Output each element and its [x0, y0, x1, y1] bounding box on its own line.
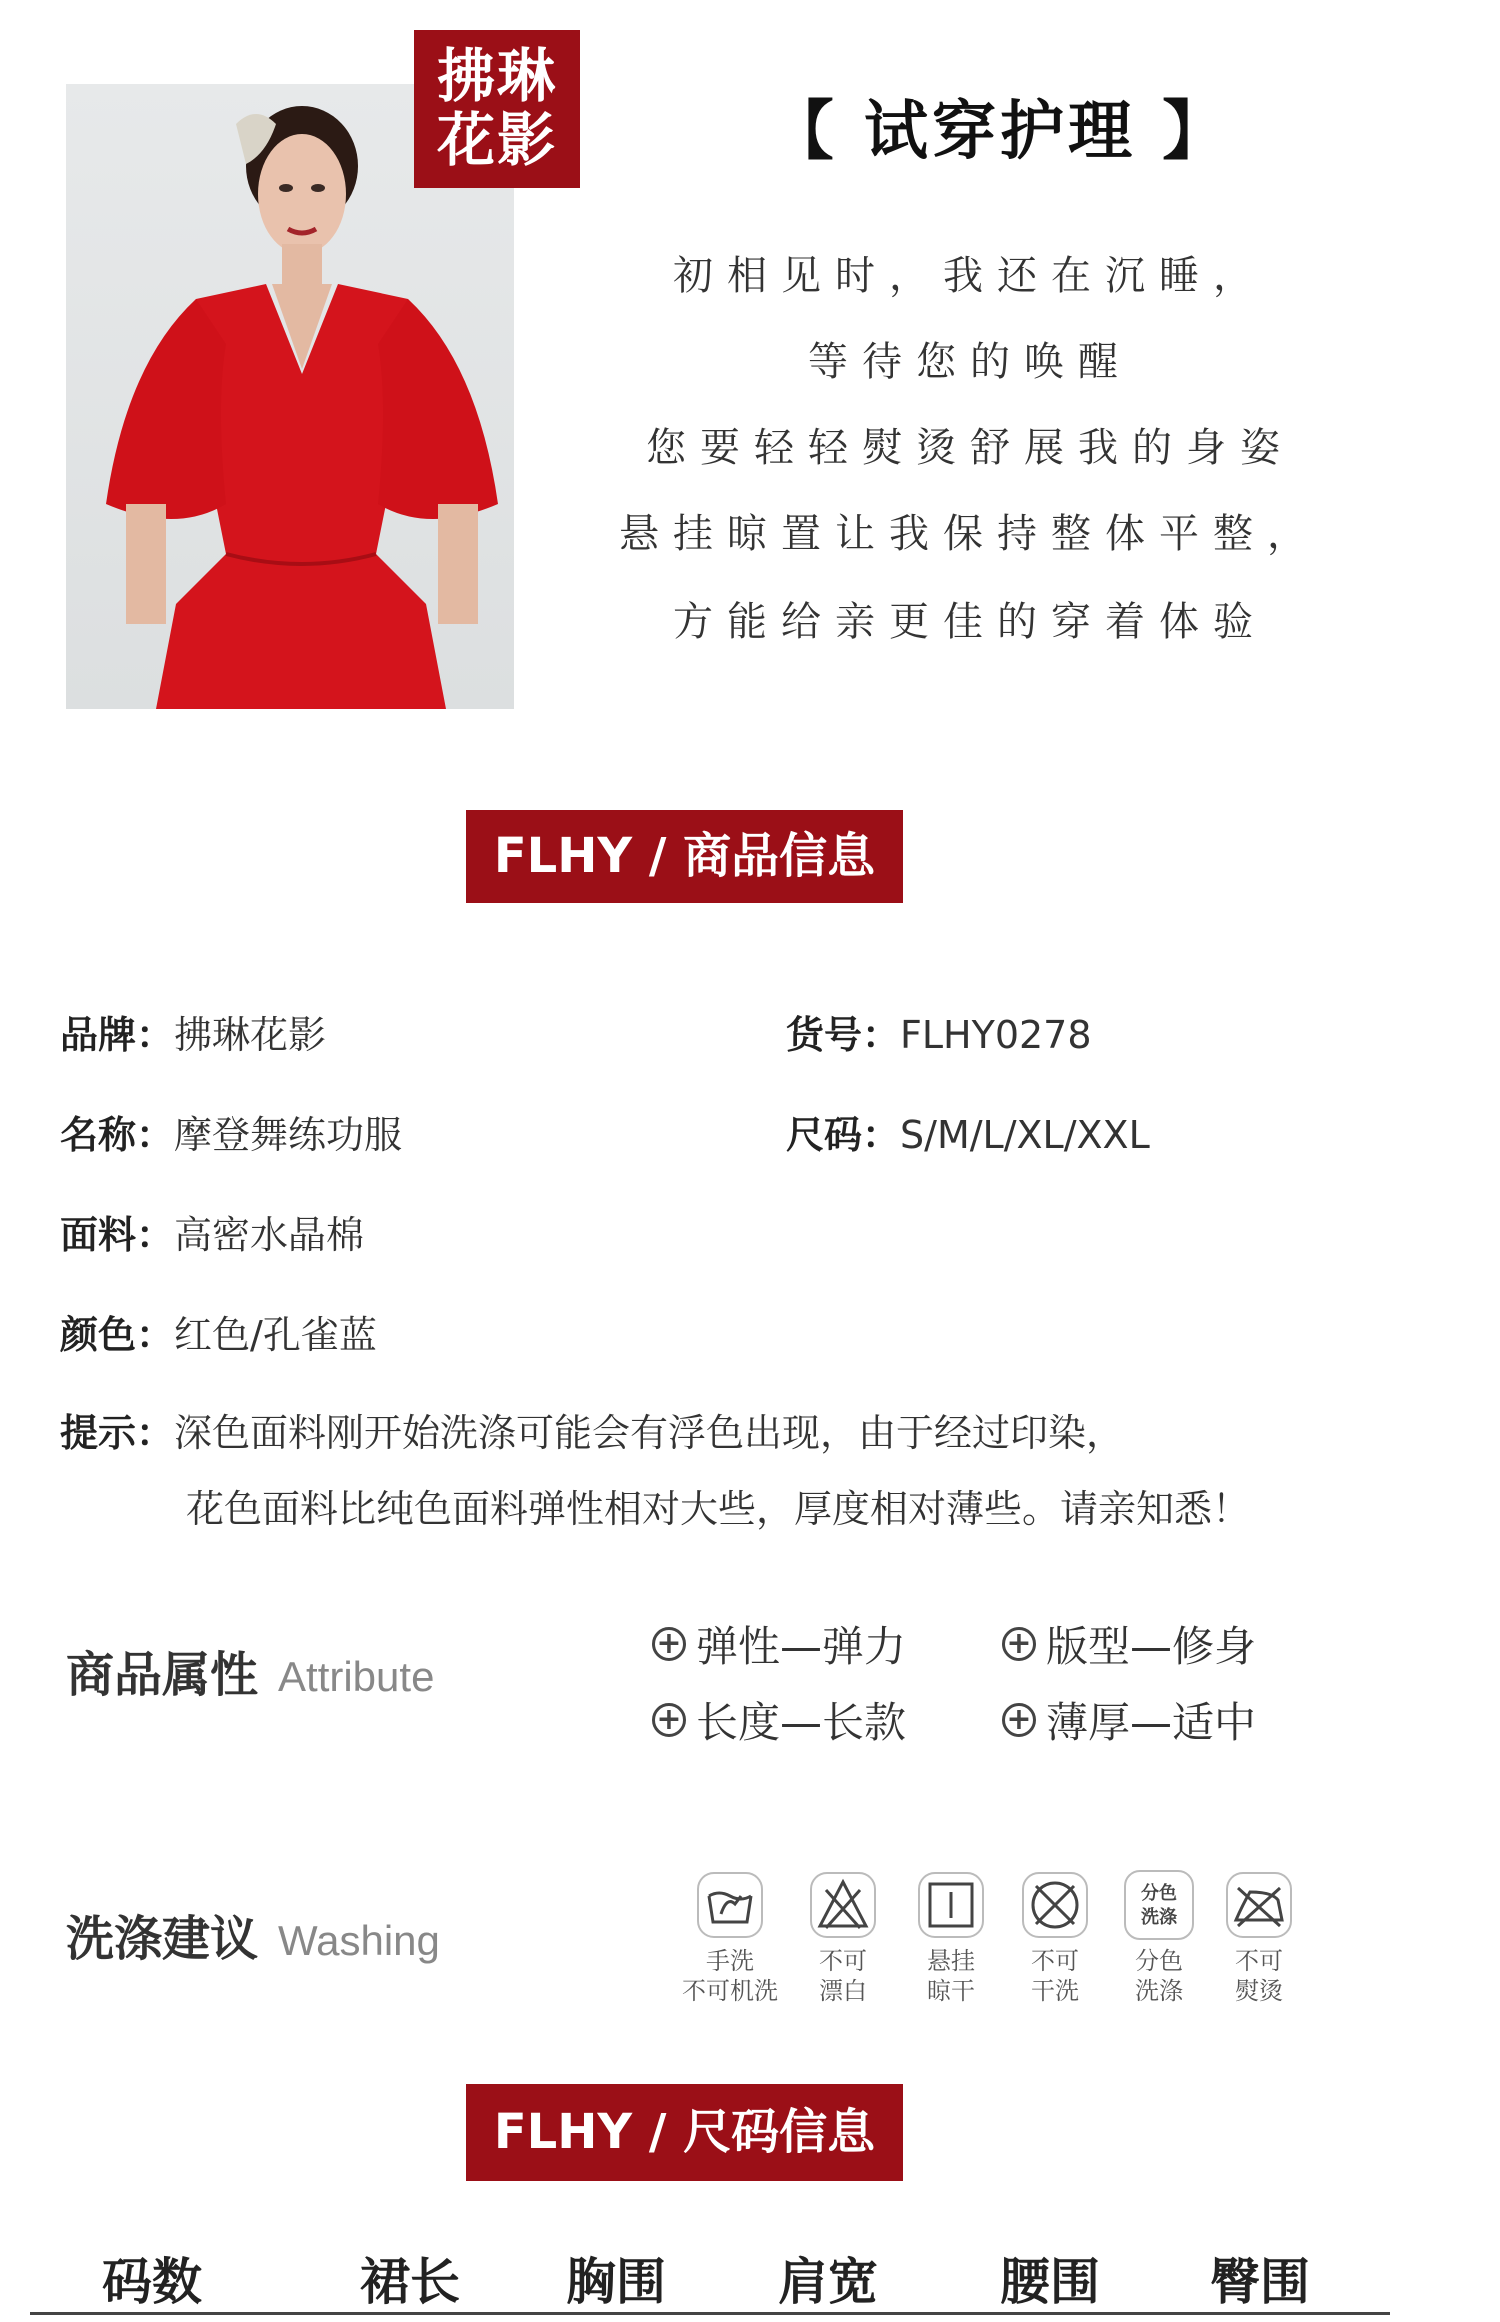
info-fabric — [60, 1204, 364, 1259]
info-tip-line-2: 花色面料比纯色面料弹性相对大些，厚度相对薄些。请亲知悉！ — [186, 1487, 1251, 1531]
info-color-value: 红色/孔雀蓝 — [174, 1313, 377, 1357]
info-color-label: 颜色： — [60, 1313, 175, 1357]
brand-logo-text: 拂琳花影 — [437, 42, 558, 174]
attributes-title-en: Attribute — [278, 1653, 435, 1700]
wash-line-1: 不可 — [1031, 1947, 1079, 1975]
info-size — [786, 1104, 1150, 1159]
attribute-label: 版型—修身 — [1046, 1622, 1257, 1671]
care-line-2: 等待您的唤醒 — [808, 339, 1132, 385]
size-col-header: 裙长 — [360, 2253, 460, 2311]
plus-circle-icon: + — [1002, 1703, 1036, 1737]
info-tip — [60, 1402, 1124, 1457]
info-color — [60, 1304, 377, 1359]
hand-wash-icon — [695, 1870, 765, 1940]
info-name-value: 摩登舞练功服 — [174, 1113, 403, 1157]
attribute-label: 薄厚—适中 — [1046, 1698, 1257, 1747]
wash-item — [682, 1870, 778, 2006]
attribute-item — [1002, 1614, 1256, 1674]
attribute-item — [652, 1614, 906, 1674]
attribute-item — [652, 1690, 906, 1750]
info-name-label: 名称： — [60, 1113, 175, 1157]
info-size-label: 尺码： — [786, 1113, 901, 1157]
attributes-title: 商品属性 — [66, 1647, 259, 1703]
wash-line-1: 悬挂 — [927, 1947, 975, 1975]
info-fabric-label: 面料： — [60, 1213, 175, 1257]
size-col-header: 胸围 — [566, 2253, 666, 2311]
plus-circle-icon: + — [652, 1627, 686, 1661]
care-line-1: 初相见时，我还在沉睡， — [673, 253, 1267, 299]
info-name — [60, 1104, 402, 1159]
wash-line-1: 分色 — [1135, 1947, 1183, 1975]
plus-circle-icon: + — [1002, 1627, 1036, 1661]
wash-item — [1114, 1870, 1204, 2006]
washing-heading — [66, 1900, 440, 1969]
attribute-item — [1002, 1690, 1256, 1750]
size-col-header: 腰围 — [1000, 2253, 1100, 2311]
care-line-5: 方能给亲更佳的穿着体验 — [673, 599, 1267, 645]
wash-line-2: 干洗 — [1031, 1977, 1079, 2005]
care-line-4: 悬挂晾置让我保持整体平整， — [619, 511, 1321, 557]
plus-circle-icon: + — [652, 1703, 686, 1737]
size-col-header: 码数 — [102, 2253, 202, 2311]
attributes-heading — [66, 1636, 434, 1705]
wash-separately-icon — [1124, 1870, 1194, 1940]
info-size-value: S/M/L/XL/XXL — [900, 1113, 1150, 1157]
attribute-label: 弹性—弹力 — [696, 1622, 907, 1671]
size-col-header: 臀围 — [1210, 2253, 1310, 2311]
info-fabric-value: 高密水晶棉 — [174, 1213, 365, 1257]
info-brand-label: 品牌： — [60, 1013, 175, 1057]
info-tip-label: 提示： — [60, 1411, 175, 1455]
hang-dry-icon — [916, 1870, 986, 1940]
wash-line-2: 晾干 — [927, 1977, 975, 2005]
wash-item — [1214, 1870, 1304, 2006]
wash-item — [1010, 1870, 1100, 2006]
info-brand-value: 拂琳花影 — [174, 1013, 327, 1057]
wash-line-2: 漂白 — [819, 1977, 867, 2005]
washing-title: 洗涤建议 — [66, 1911, 259, 1967]
attribute-label: 长度—长款 — [696, 1698, 907, 1747]
size-info-banner: FLHY / 尺码信息 — [466, 2084, 903, 2181]
size-col-header: 肩宽 — [778, 2253, 878, 2311]
product-info-banner: FLHY / 商品信息 — [466, 810, 903, 903]
wash-line-2: 不可机洗 — [682, 1977, 778, 2005]
info-brand — [60, 1004, 326, 1059]
no-iron-icon — [1224, 1870, 1294, 1940]
wash-separately-icon-text-1: 分色 — [1141, 1883, 1177, 1904]
wash-line-2: 熨烫 — [1235, 1977, 1283, 2005]
wash-line-1: 不可 — [1235, 1947, 1283, 1975]
wash-line-1: 不可 — [819, 1947, 867, 1975]
table-divider — [30, 2312, 1390, 2315]
wash-separately-icon-text-2: 洗涤 — [1141, 1907, 1177, 1928]
care-title: 【 试穿护理 】 — [769, 95, 1231, 169]
brand-logo — [414, 30, 580, 188]
no-dry-clean-icon — [1020, 1870, 1090, 1940]
care-line-3: 您要轻轻熨烫舒展我的身姿 — [646, 425, 1294, 471]
washing-title-en: Washing — [278, 1917, 440, 1964]
wash-item — [798, 1870, 888, 2006]
info-tip-line-1: 深色面料刚开始洗涤可能会有浮色出现，由于经过印染， — [174, 1411, 1125, 1455]
wash-line-2: 洗涤 — [1135, 1977, 1183, 2005]
info-sku-label: 货号： — [786, 1013, 901, 1057]
wash-item — [906, 1870, 996, 2006]
wash-line-1: 手洗 — [706, 1947, 754, 1975]
info-sku — [786, 1004, 1092, 1059]
no-bleach-icon — [808, 1870, 878, 1940]
info-sku-value: FLHY0278 — [900, 1013, 1092, 1057]
